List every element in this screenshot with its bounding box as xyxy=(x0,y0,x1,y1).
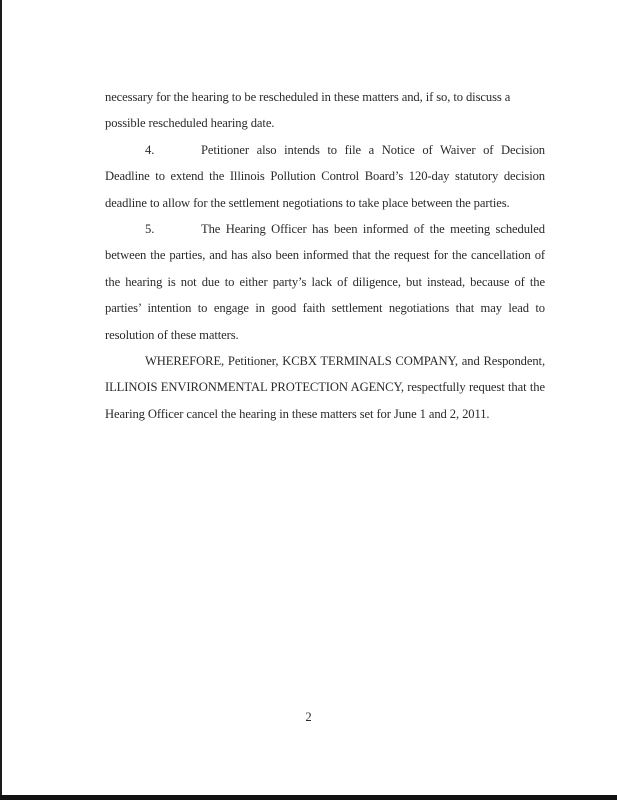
paragraph-5-number: 5. xyxy=(145,222,155,237)
paragraph-5-text: The Hearing Officer has been informed of the meeting scheduled between the parties, and has also been informed that the request for the cancellation of the hearing is not due to either party’s lack of diligence, but instead, because of the parties’ intention to engage in good faith settlement negotiations that may lead to resolution of these matters. xyxy=(105,222,545,342)
paragraph-4-number: 4. xyxy=(145,142,155,157)
scan-edge-bottom xyxy=(0,795,617,800)
paragraph-4 xyxy=(105,137,545,216)
paragraph-5 xyxy=(105,216,545,348)
document-body xyxy=(105,84,545,427)
scan-edge-left xyxy=(0,0,2,800)
paragraph-continuation: necessary for the hearing to be rescheduled in these matters and, if so, to discuss a possible rescheduled hearing date. xyxy=(105,90,511,131)
page-number: 2 xyxy=(305,710,312,724)
paragraph-wherefore: WHEREFORE, Petitioner, KCBX TERMINALS COMPANY, and Respondent, ILLINOIS ENVIRONMENTAL PROTECTION AGENCY, respectfully request that the Hearing Officer cancel the hearing in these matters set for June 1 and 2, 2011. xyxy=(105,354,545,421)
paragraph-4-text: Petitioner also intends to file a Notice of Waiver of Decision Deadline to extend the Illinois Pollution Control Board’s 120-day statutory decision deadline to allow for the settlement negotiations to take place between the parties. xyxy=(105,142,545,210)
